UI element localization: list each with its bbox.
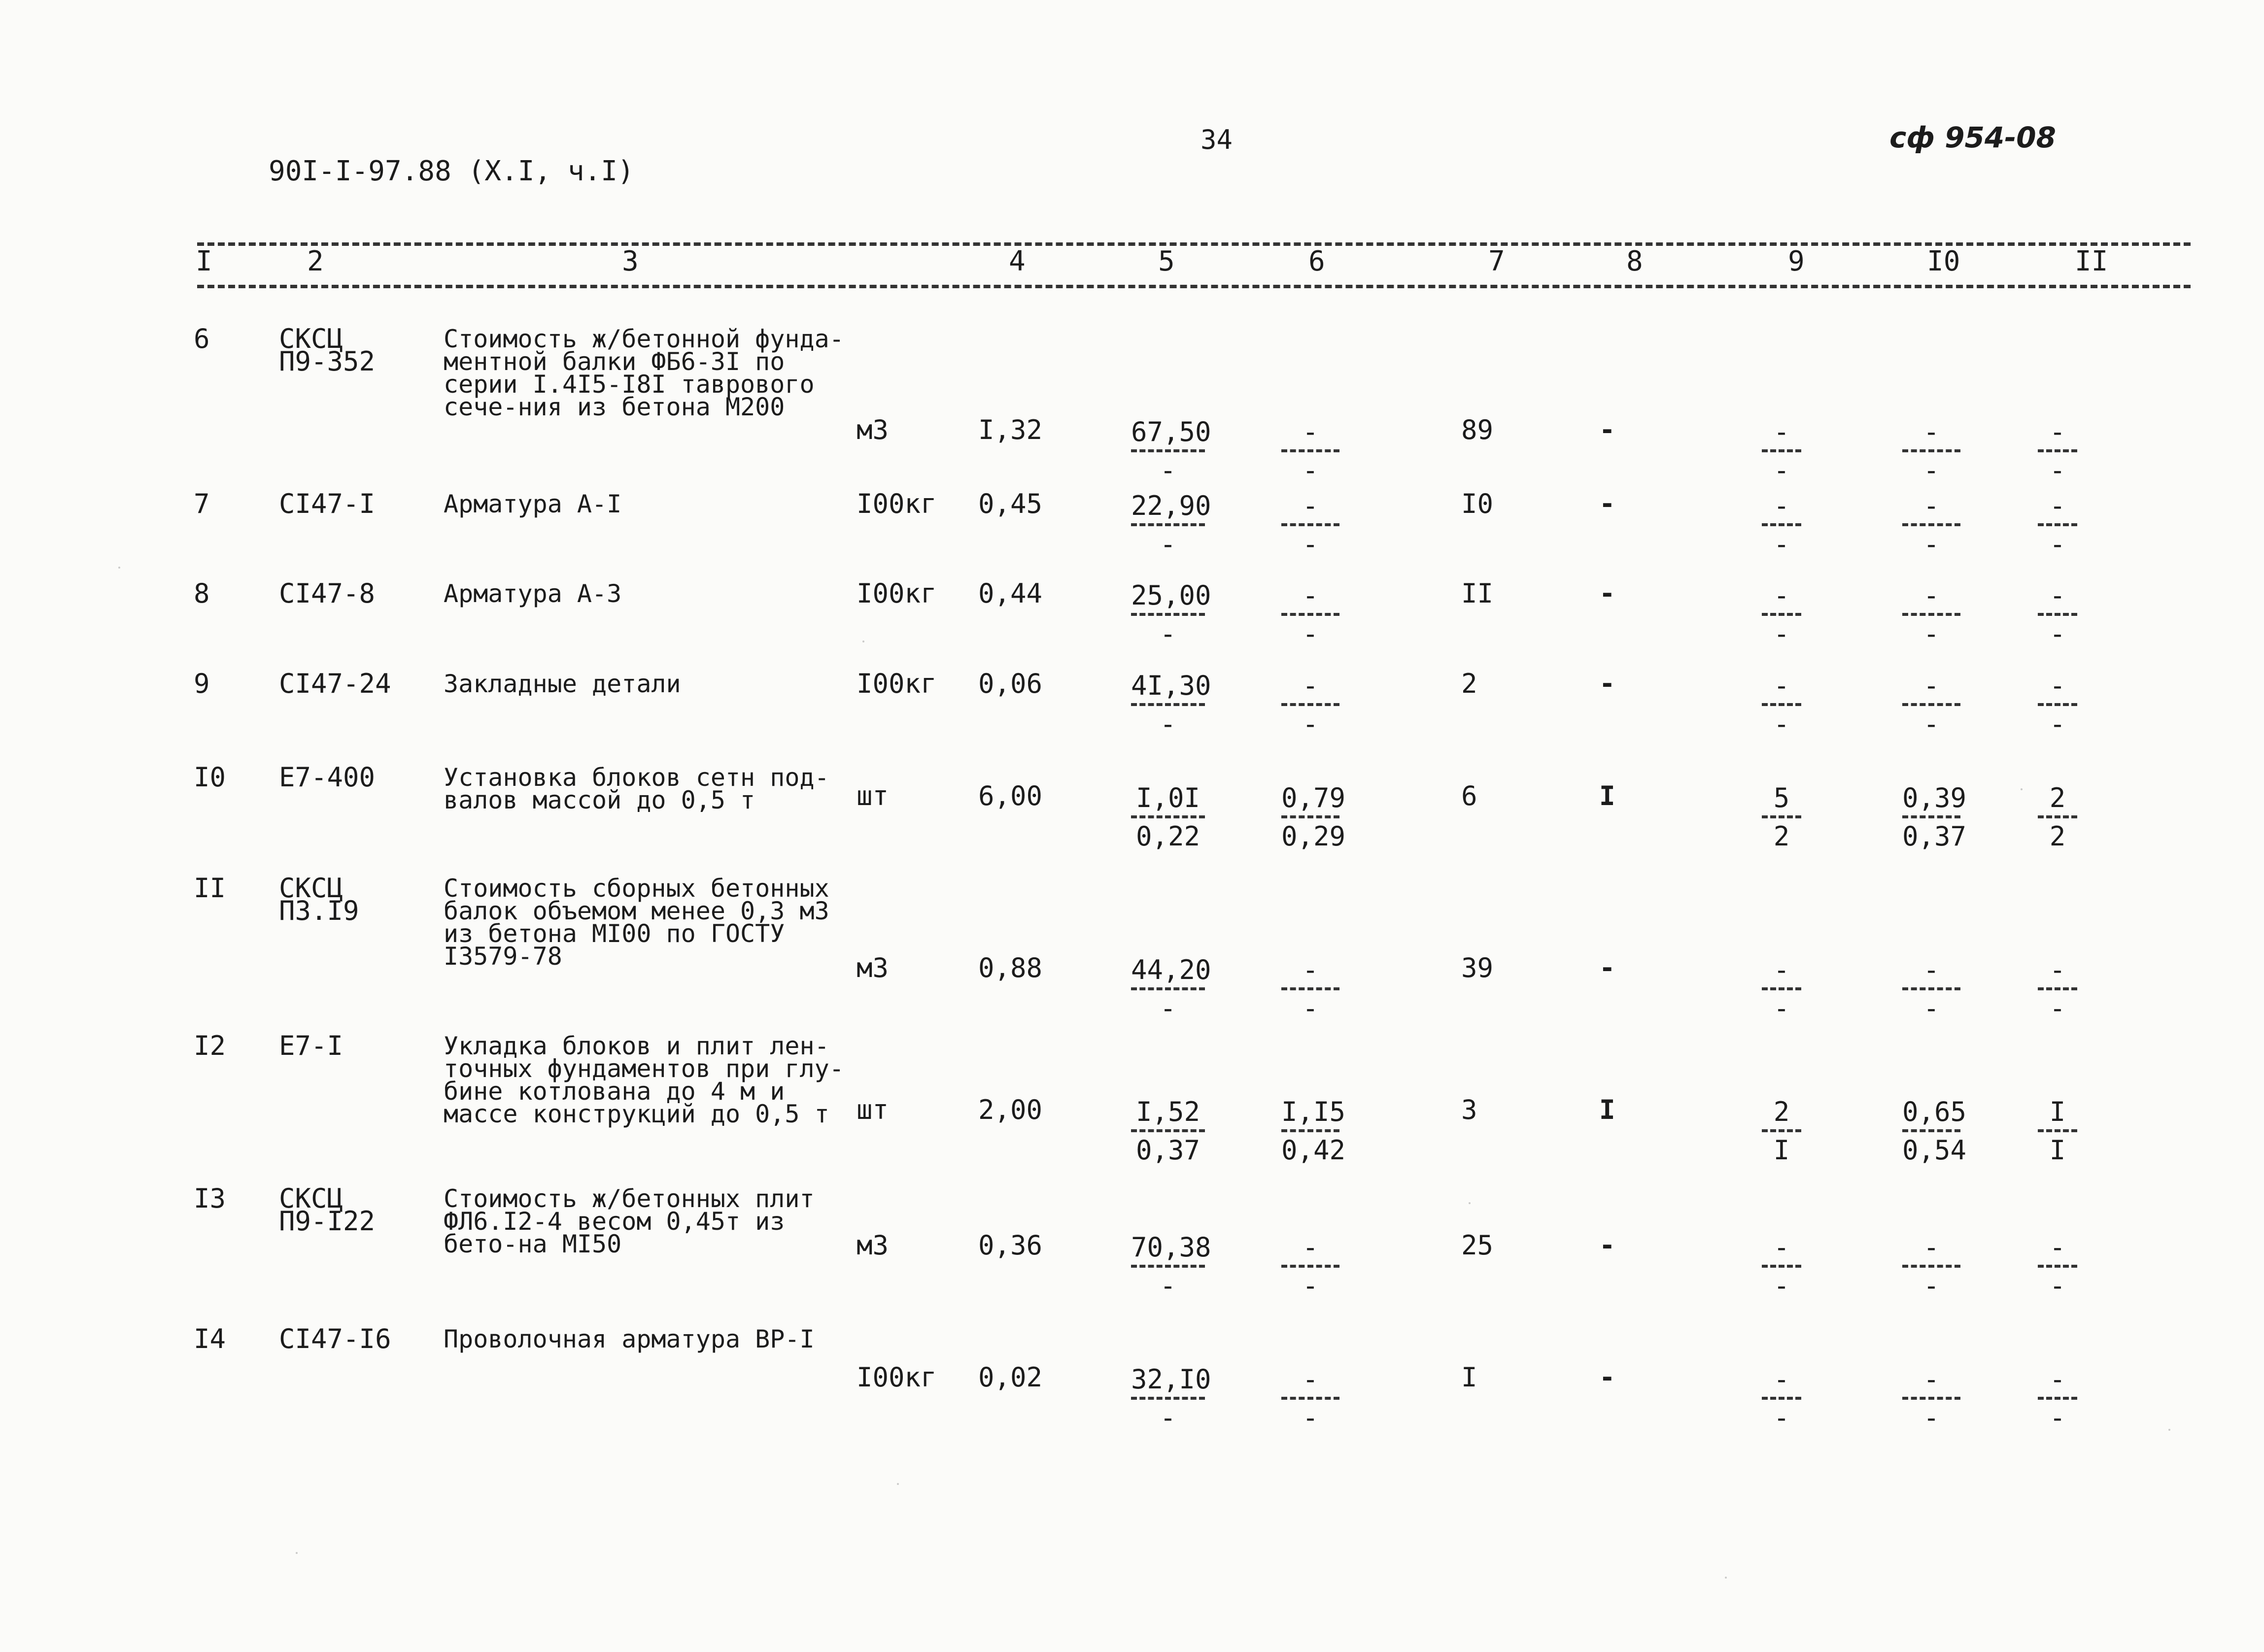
machine-cost xyxy=(1281,1366,1339,1431)
labor-hours-numerator: - xyxy=(1923,416,1940,447)
quantity: 0,06 xyxy=(978,668,1043,699)
machine-cost-bar xyxy=(1281,703,1339,706)
unit-cost xyxy=(1131,416,1211,486)
column-number: 3 xyxy=(622,245,639,277)
labor-hours xyxy=(1902,1096,1967,1166)
unit: м3 xyxy=(857,952,889,983)
unit-cost xyxy=(1131,490,1211,560)
total-cost: 3 xyxy=(1461,1094,1477,1125)
labor-hours-denominator: - xyxy=(1923,455,1940,486)
total-cost: I0 xyxy=(1461,488,1494,519)
total-machine-bar xyxy=(1762,815,1801,818)
header-bottom-rule xyxy=(197,285,2191,288)
machine-cost-denominator: - xyxy=(1302,455,1319,486)
unit-cost xyxy=(1131,670,1211,740)
total-machine-denominator: - xyxy=(1773,993,1790,1024)
price-code: СI47-8 xyxy=(279,578,376,609)
total-labor-numerator: - xyxy=(2049,954,2066,985)
total-labor-denominator: - xyxy=(2049,993,2066,1024)
unit-cost-numerator: I,52 xyxy=(1135,1096,1201,1127)
unit-cost-bar xyxy=(1131,449,1205,452)
total-labor-bar xyxy=(2038,613,2077,616)
row-number: I3 xyxy=(194,1183,226,1214)
machine-cost-denominator: - xyxy=(1302,993,1319,1024)
total-labor-numerator: 2 xyxy=(2049,782,2066,813)
total-labor-denominator: - xyxy=(2049,618,2066,649)
total-machine-denominator: - xyxy=(1773,455,1790,486)
work-description: Укладка блоков и плит лен-точных фундаментов при глу-бине котлована до 4 м и массе конструкций до 0,5 т xyxy=(444,1032,844,1128)
total-machine-numerator: - xyxy=(1773,954,1790,985)
work-description: Проволочная арматура ВР-I xyxy=(444,1325,815,1353)
machine-cost-numerator: 0,79 xyxy=(1281,782,1346,813)
labor-cost: - xyxy=(1599,952,1615,983)
total-labor-denominator: - xyxy=(2049,529,2066,560)
total-cost: 25 xyxy=(1461,1230,1494,1261)
labor-hours-bar xyxy=(1902,523,1960,526)
total-labor xyxy=(2038,1096,2077,1166)
labor-hours-bar xyxy=(1902,703,1960,706)
total-labor xyxy=(2038,416,2077,486)
total-machine-denominator: I xyxy=(1773,1135,1790,1166)
labor-cost: - xyxy=(1599,578,1615,609)
machine-cost-denominator: - xyxy=(1302,529,1319,560)
machine-cost-numerator: - xyxy=(1302,490,1319,521)
machine-cost-denominator: - xyxy=(1302,1402,1319,1433)
total-machine-numerator: - xyxy=(1773,1232,1790,1263)
total-machine-denominator: - xyxy=(1773,1402,1790,1433)
total-labor xyxy=(2038,582,2077,647)
unit: I00кг xyxy=(857,668,937,699)
total-labor-denominator: - xyxy=(2049,1402,2066,1433)
quantity: 0,02 xyxy=(978,1362,1043,1393)
machine-cost-denominator: 0,42 xyxy=(1281,1135,1346,1166)
quantity: 0,44 xyxy=(978,578,1043,609)
document-code: 90I-I-97.88 (X.I, ч.I) xyxy=(269,155,634,187)
row-number: II xyxy=(194,873,226,904)
total-machine xyxy=(1762,782,1801,852)
total-machine xyxy=(1762,1234,1801,1299)
labor-hours xyxy=(1902,954,1960,1024)
unit-cost-bar xyxy=(1131,987,1205,990)
unit-cost-bar xyxy=(1131,1397,1205,1400)
work-description: Установка блоков сетн под-валов массой до 0,5 т xyxy=(444,763,829,814)
total-machine-bar xyxy=(1762,1265,1801,1268)
total-labor-denominator: - xyxy=(2049,1270,2066,1301)
labor-hours-numerator: 0,39 xyxy=(1902,782,1967,813)
unit: шт xyxy=(857,780,889,811)
unit-cost-numerator: 4I,30 xyxy=(1131,670,1211,701)
total-labor xyxy=(2038,954,2077,1024)
total-labor xyxy=(2038,1366,2077,1431)
labor-hours-numerator: - xyxy=(1923,670,1940,701)
total-machine-numerator: - xyxy=(1773,490,1790,521)
total-machine-numerator: - xyxy=(1773,580,1790,611)
labor-cost: I xyxy=(1599,780,1615,811)
machine-cost-numerator: - xyxy=(1302,416,1319,447)
total-labor-numerator: - xyxy=(2049,670,2066,701)
page-number: 34 xyxy=(1201,124,1233,155)
handwritten-stamp: сф 954-08 xyxy=(1889,121,2056,154)
unit-cost-numerator: 25,00 xyxy=(1131,580,1211,611)
price-code: СКСЦ П9-I22 xyxy=(279,1183,376,1237)
total-labor-bar xyxy=(2038,1265,2077,1268)
total-labor-bar xyxy=(2038,1397,2077,1400)
column-number: 4 xyxy=(1009,245,1026,277)
unit-cost-denominator: - xyxy=(1160,1270,1176,1301)
labor-hours-denominator: 0,54 xyxy=(1902,1135,1967,1166)
total-labor-bar xyxy=(2038,987,2077,990)
total-machine-denominator: - xyxy=(1773,1270,1790,1301)
total-machine-bar xyxy=(1762,449,1801,452)
labor-hours-numerator: - xyxy=(1923,1364,1940,1395)
price-code: СI47-I6 xyxy=(279,1323,391,1354)
total-machine-numerator: 2 xyxy=(1773,1096,1790,1127)
labor-hours xyxy=(1902,490,1960,560)
unit-cost xyxy=(1131,1232,1211,1301)
labor-hours-numerator: - xyxy=(1923,954,1940,985)
quantity: 0,88 xyxy=(978,952,1043,983)
labor-hours-numerator: - xyxy=(1923,1232,1940,1263)
machine-cost xyxy=(1281,416,1339,486)
total-labor-numerator: - xyxy=(2049,580,2066,611)
total-machine-bar xyxy=(1762,523,1801,526)
labor-hours xyxy=(1902,1234,1960,1299)
column-number: I xyxy=(196,245,212,277)
unit-cost-denominator: - xyxy=(1160,993,1176,1024)
total-machine-bar xyxy=(1762,987,1801,990)
labor-cost: - xyxy=(1599,1230,1615,1261)
total-machine-numerator: - xyxy=(1773,670,1790,701)
total-machine xyxy=(1762,1366,1801,1431)
column-number: I0 xyxy=(1927,245,1960,277)
total-labor-denominator: - xyxy=(2049,455,2066,486)
total-machine xyxy=(1762,954,1801,1024)
labor-hours-bar xyxy=(1902,987,1960,990)
unit-cost-denominator: - xyxy=(1160,618,1176,649)
machine-cost-numerator: - xyxy=(1302,580,1319,611)
unit-cost-denominator: 0,22 xyxy=(1135,821,1201,852)
price-code: СКСЦ П3.I9 xyxy=(279,873,359,926)
total-machine-bar xyxy=(1762,1129,1801,1132)
work-description: Стоимость ж/бетонных плит ФЛ6.I2-4 весом 0,45т из бето-на МI50 xyxy=(444,1184,815,1258)
machine-cost-numerator: - xyxy=(1302,954,1319,985)
unit-cost-denominator: - xyxy=(1160,1402,1176,1433)
price-code: СI47-24 xyxy=(279,668,391,699)
machine-cost-denominator: 0,29 xyxy=(1281,821,1346,852)
price-code: Е7-400 xyxy=(279,762,376,793)
total-machine-numerator: - xyxy=(1773,416,1790,447)
price-code: СКСЦ П9-352 xyxy=(279,323,376,377)
machine-cost xyxy=(1281,954,1339,1024)
total-machine xyxy=(1762,582,1801,647)
work-description: Арматура А-3 xyxy=(444,579,622,608)
labor-hours-denominator: - xyxy=(1923,708,1940,740)
labor-hours-numerator: 0,65 xyxy=(1902,1096,1967,1127)
machine-cost-bar xyxy=(1281,523,1339,526)
total-labor xyxy=(2038,670,2077,740)
machine-cost-bar xyxy=(1281,613,1339,616)
labor-hours-denominator: - xyxy=(1923,1402,1940,1433)
total-machine xyxy=(1762,416,1801,486)
unit-cost-bar xyxy=(1131,1265,1205,1268)
machine-cost xyxy=(1281,582,1339,647)
machine-cost-numerator: - xyxy=(1302,1364,1319,1395)
unit: м3 xyxy=(857,414,889,445)
total-machine-bar xyxy=(1762,703,1801,706)
quantity: 6,00 xyxy=(978,780,1043,811)
total-labor-denominator: I xyxy=(2049,1135,2066,1166)
unit-cost xyxy=(1131,782,1205,852)
labor-cost: - xyxy=(1599,414,1615,445)
machine-cost-denominator: - xyxy=(1302,618,1319,649)
machine-cost-bar xyxy=(1281,1397,1339,1400)
labor-hours-bar xyxy=(1902,1397,1960,1400)
total-labor-numerator: - xyxy=(2049,1232,2066,1263)
labor-hours-numerator: - xyxy=(1923,580,1940,611)
total-cost: 39 xyxy=(1461,952,1494,983)
unit-cost-bar xyxy=(1131,703,1205,706)
machine-cost-bar xyxy=(1281,815,1339,818)
total-labor-bar xyxy=(2038,449,2077,452)
unit-cost-denominator: 0,37 xyxy=(1135,1135,1201,1166)
labor-cost: - xyxy=(1599,488,1615,519)
total-labor-bar xyxy=(2038,815,2077,818)
labor-hours-bar xyxy=(1902,1129,1960,1132)
total-labor xyxy=(2038,782,2077,852)
unit-cost-numerator: I,0I xyxy=(1135,782,1201,813)
work-description: Стоимость сборных бетонных балок объемом менее 0,3 м3 из бетона МI00 по ГОСТУ I3579-78 xyxy=(444,874,829,971)
unit-cost-bar xyxy=(1131,523,1205,526)
labor-cost: - xyxy=(1599,668,1615,699)
column-number: 5 xyxy=(1158,245,1175,277)
machine-cost-bar xyxy=(1281,1265,1339,1268)
row-number: I2 xyxy=(194,1030,226,1061)
machine-cost-bar xyxy=(1281,449,1339,452)
machine-cost-numerator: - xyxy=(1302,670,1319,701)
price-code: СI47-I xyxy=(279,488,376,519)
labor-hours-denominator: 0,37 xyxy=(1902,821,1967,852)
total-labor-bar xyxy=(2038,1129,2077,1132)
labor-hours-denominator: - xyxy=(1923,993,1940,1024)
column-number: 8 xyxy=(1626,245,1643,277)
quantity: 0,36 xyxy=(978,1230,1043,1261)
total-labor-numerator: - xyxy=(2049,490,2066,521)
labor-hours-bar xyxy=(1902,1265,1960,1268)
labor-hours xyxy=(1902,416,1960,486)
column-number: II xyxy=(2075,245,2108,277)
total-labor-numerator: - xyxy=(2049,416,2066,447)
price-code: Е7-I xyxy=(279,1030,343,1061)
machine-cost-bar xyxy=(1281,987,1339,990)
total-machine xyxy=(1762,490,1801,560)
machine-cost-denominator: - xyxy=(1302,708,1319,740)
total-cost: 2 xyxy=(1461,668,1477,699)
unit-cost xyxy=(1131,954,1211,1024)
labor-hours-numerator: - xyxy=(1923,490,1940,521)
total-labor xyxy=(2038,1234,2077,1299)
labor-hours-denominator: - xyxy=(1923,1270,1940,1301)
total-labor-numerator: - xyxy=(2049,1364,2066,1395)
row-number: 8 xyxy=(194,578,210,609)
header-top-rule xyxy=(197,242,2191,246)
total-machine-bar xyxy=(1762,1397,1801,1400)
unit: I00кг xyxy=(857,578,937,609)
labor-hours-bar xyxy=(1902,815,1960,818)
work-description: Стоимость ж/бетонной фунда-ментной балки ФБ6-3I по серии I.4I5-I8I таврового сече-ния из бетона М200 xyxy=(444,325,844,421)
total-machine-numerator: - xyxy=(1773,1364,1790,1395)
total-labor-denominator: - xyxy=(2049,708,2066,740)
row-number: I4 xyxy=(194,1323,226,1354)
row-number: 7 xyxy=(194,488,210,519)
unit-cost-numerator: 22,90 xyxy=(1131,490,1211,521)
quantity: 0,45 xyxy=(978,488,1043,519)
machine-cost-denominator: - xyxy=(1302,1270,1319,1301)
unit: I00кг xyxy=(857,1362,937,1393)
labor-hours xyxy=(1902,670,1960,740)
unit-cost-bar xyxy=(1131,613,1205,616)
unit: м3 xyxy=(857,1230,889,1261)
total-labor xyxy=(2038,490,2077,560)
unit-cost-bar xyxy=(1131,1129,1205,1132)
unit: шт xyxy=(857,1094,889,1125)
machine-cost xyxy=(1281,782,1346,852)
total-cost: II xyxy=(1461,578,1494,609)
machine-cost-bar xyxy=(1281,1129,1339,1132)
row-number: I0 xyxy=(194,762,226,793)
unit-cost-denominator: - xyxy=(1160,708,1176,740)
row-number: 6 xyxy=(194,323,210,354)
total-machine-denominator: 2 xyxy=(1773,821,1790,852)
work-description: Закладные детали xyxy=(444,670,681,698)
unit-cost-numerator: 44,20 xyxy=(1131,954,1211,985)
total-labor-bar xyxy=(2038,703,2077,706)
total-labor-denominator: 2 xyxy=(2049,821,2066,852)
machine-cost xyxy=(1281,670,1339,740)
total-cost: 89 xyxy=(1461,414,1494,445)
machine-cost-numerator: - xyxy=(1302,1232,1319,1263)
labor-hours-denominator: - xyxy=(1923,529,1940,560)
column-number: 7 xyxy=(1488,245,1505,277)
column-number: 2 xyxy=(307,245,324,277)
unit-cost xyxy=(1131,580,1211,649)
labor-cost: I xyxy=(1599,1094,1615,1125)
total-machine xyxy=(1762,670,1801,740)
quantity: I,32 xyxy=(978,414,1043,445)
labor-hours-bar xyxy=(1902,449,1960,452)
unit-cost-numerator: 70,38 xyxy=(1131,1232,1211,1263)
work-description: Арматура А-I xyxy=(444,490,622,518)
total-labor-numerator: I xyxy=(2049,1096,2066,1127)
total-machine-numerator: 5 xyxy=(1773,782,1790,813)
unit-cost-bar xyxy=(1131,815,1205,818)
labor-hours-denominator: - xyxy=(1923,618,1940,649)
machine-cost-numerator: I,I5 xyxy=(1281,1096,1346,1127)
labor-hours xyxy=(1902,582,1960,647)
unit-cost-numerator: 32,I0 xyxy=(1131,1364,1211,1395)
total-cost: I xyxy=(1461,1362,1477,1393)
unit-cost-numerator: 67,50 xyxy=(1131,416,1211,447)
labor-hours-bar xyxy=(1902,613,1960,616)
unit-cost xyxy=(1131,1096,1205,1166)
quantity: 2,00 xyxy=(978,1094,1043,1125)
labor-hours xyxy=(1902,782,1967,852)
column-number: 9 xyxy=(1788,245,1805,277)
total-machine xyxy=(1762,1096,1801,1166)
total-machine-denominator: - xyxy=(1773,708,1790,740)
total-machine-bar xyxy=(1762,613,1801,616)
machine-cost xyxy=(1281,490,1339,560)
unit-cost-denominator: - xyxy=(1160,455,1176,486)
machine-cost xyxy=(1281,1096,1346,1166)
total-machine-denominator: - xyxy=(1773,618,1790,649)
labor-hours xyxy=(1902,1366,1960,1431)
total-cost: 6 xyxy=(1461,780,1477,811)
unit: I00кг xyxy=(857,488,937,519)
machine-cost xyxy=(1281,1234,1339,1299)
row-number: 9 xyxy=(194,668,210,699)
total-machine-denominator: - xyxy=(1773,529,1790,560)
unit-cost xyxy=(1131,1364,1211,1433)
unit-cost-denominator: - xyxy=(1160,529,1176,560)
column-number: 6 xyxy=(1308,245,1325,277)
total-labor-bar xyxy=(2038,523,2077,526)
labor-cost: - xyxy=(1599,1362,1615,1393)
